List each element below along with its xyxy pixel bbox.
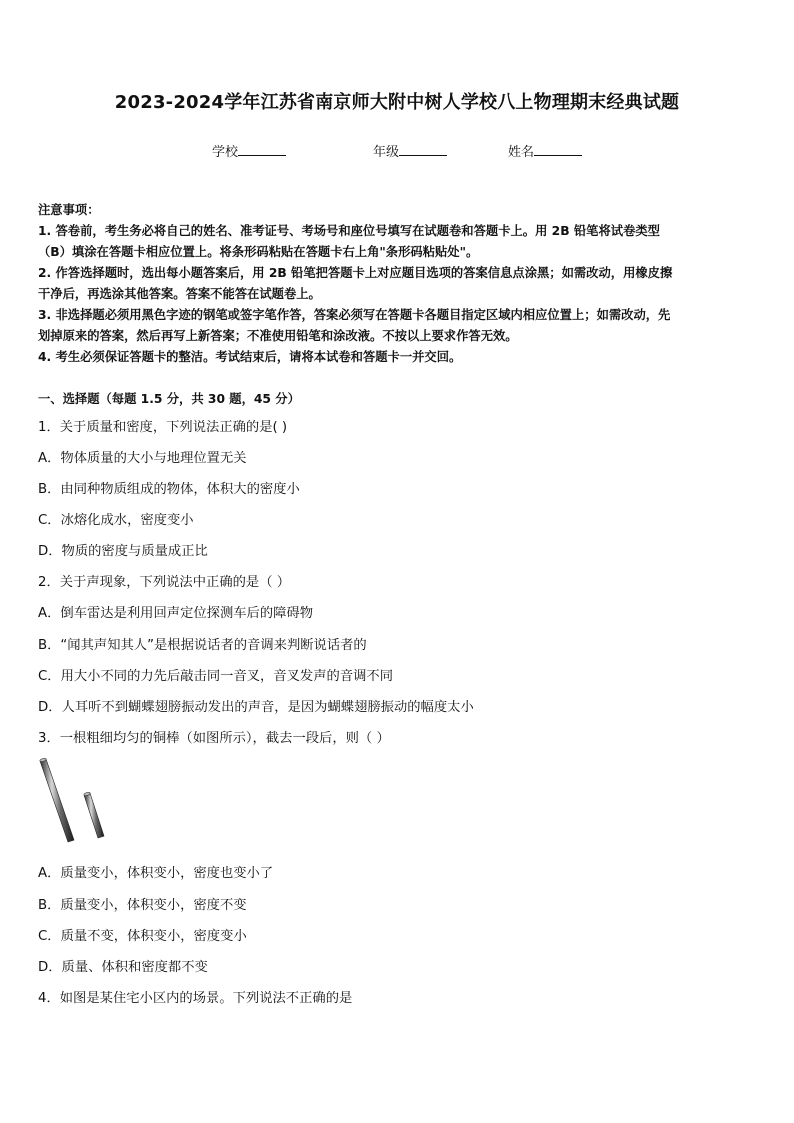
notice-line: （B）填涂在答题卡相应位置上。将条形码粘贴在答题卡右上角"条形码粘贴处"。 — [38, 245, 479, 259]
question-option: B．由同种物质组成的物体，体积大的密度小 — [38, 482, 300, 497]
question-stem: 2．关于声现象，下列说法中正确的是（ ） — [38, 575, 291, 590]
notice-block — [38, 200, 760, 368]
question-option: A．质量变小，体积变小，密度也变小了 — [38, 866, 274, 881]
question-option: A．物体质量的大小与地理位置无关 — [38, 451, 247, 466]
grade-label: 年级 — [373, 145, 400, 160]
notice-line: 2. 作答选择题时，选出每小题答案后，用 2B 铅笔把答题卡上对应题目选项的答案信息点涂黑；如需改动，用橡皮擦 — [38, 266, 673, 280]
school-blank — [238, 143, 286, 156]
notice-line: 干净后，再选涂其他答案。答案不能答在试题卷上。 — [38, 287, 321, 301]
question-option: C．用大小不同的力先后敲击同一音叉，音叉发声的音调不同 — [38, 669, 394, 684]
question-option: D．质量、体积和密度都不变 — [38, 960, 208, 975]
notice-line: 4. 考生必须保证答题卡的整洁。考试结束后，请将本试卷和答题卡一并交回。 — [38, 350, 462, 364]
question-option: B．质量变小，体积变小，密度不变 — [38, 898, 247, 913]
notice-line: 3. 非选择题必须用黑色字迹的钢笔或签字笔作答，答案必须写在答题卡各题目指定区域内相应位置上；如需改动，先 — [38, 308, 671, 322]
school-label: 学校 — [212, 145, 239, 160]
long-rod-icon — [40, 758, 74, 842]
question-stem: 4．如图是某住宅小区内的场景。下列说法不正确的是 — [38, 991, 353, 1006]
short-rod-icon — [84, 792, 104, 838]
copper-rod-figure — [36, 758, 116, 848]
name-label: 姓名 — [508, 145, 535, 160]
question-option: D．人耳听不到蝴蝶翅膀振动发出的声音，是因为蝴蝶翅膀振动的幅度太小 — [38, 700, 474, 715]
notice-heading: 注意事项： — [38, 203, 100, 217]
question-option: B．“闻其声知其人”是根据说话者的音调来判断说话者的 — [38, 638, 367, 653]
school-field — [212, 141, 286, 160]
section-heading: 一、选择题（每题 1.5 分，共 30 题，45 分） — [38, 392, 300, 406]
name-blank — [534, 143, 582, 156]
notice-line: 划掉原来的答案，然后再写上新答案；不准使用铅笔和涂改液。不按以上要求作答无效。 — [38, 329, 518, 343]
question-option: D．物质的密度与质量成正比 — [38, 544, 208, 559]
question-option: C．冰熔化成水，密度变小 — [38, 513, 194, 528]
grade-blank — [399, 143, 447, 156]
name-field — [508, 141, 582, 160]
notice-line: 1. 答卷前，考生务必将自己的姓名、准考证号、考场号和座位号填写在试题卷和答题卡上。用 2B 铅笔将试卷类型 — [38, 224, 660, 238]
page-title: 2023-2024学年江苏省南京师大附中树人学校八上物理期末经典试题 — [114, 92, 680, 113]
grade-field — [373, 141, 447, 160]
question-option: A．倒车雷达是利用回声定位探测车后的障碍物 — [38, 606, 314, 621]
question-stem: 1．关于质量和密度，下列说法正确的是( ) — [38, 420, 288, 435]
question-option: C．质量不变，体积变小，密度变小 — [38, 929, 247, 944]
question-stem: 3．一根粗细均匀的铜棒（如图所示），截去一段后，则（ ） — [38, 731, 390, 746]
